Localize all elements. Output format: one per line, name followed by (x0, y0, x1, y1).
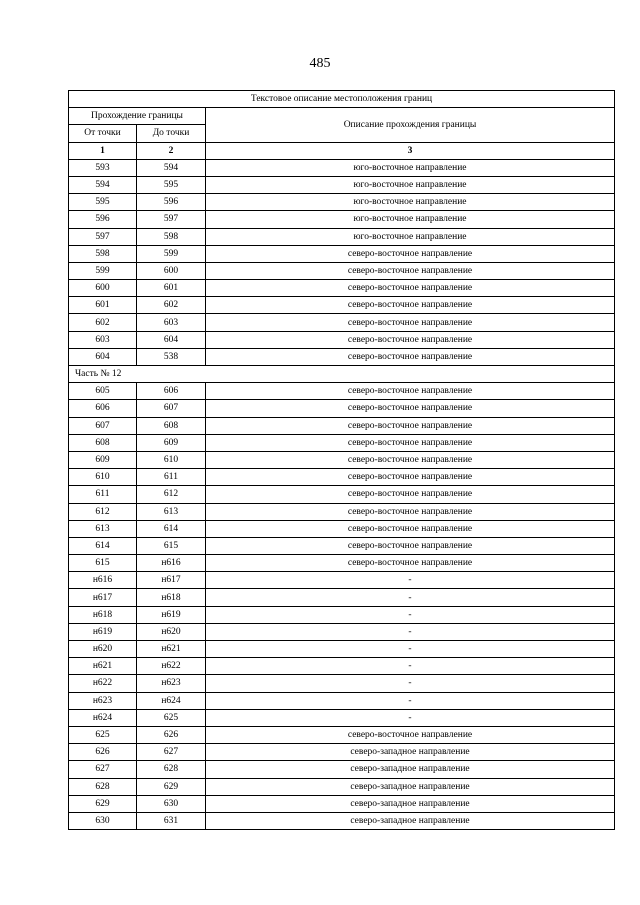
table-row (69, 417, 615, 434)
table-row (69, 641, 615, 658)
to-point-cell: н623 (137, 675, 206, 692)
part-row (69, 366, 615, 383)
to-point-cell: н622 (137, 658, 206, 675)
description-cell: северо-восточное направление (206, 451, 615, 468)
table-row (69, 606, 615, 623)
to-point-cell: 613 (137, 503, 206, 520)
description-cell: юго-восточное направление (206, 211, 615, 228)
description-cell: северо-восточное направление (206, 486, 615, 503)
description-cell: - (206, 675, 615, 692)
to-point-cell: 628 (137, 761, 206, 778)
page-number: 485 (309, 56, 331, 71)
description-cell: - (206, 589, 615, 606)
from-point-cell: н624 (69, 709, 137, 726)
col-header-description: Описание прохождения границы (206, 108, 615, 142)
to-point-cell: 626 (137, 726, 206, 743)
description-cell: северо-восточное направление (206, 400, 615, 417)
from-point-cell: 598 (69, 245, 137, 262)
table-row (69, 469, 615, 486)
description-cell: - (206, 606, 615, 623)
to-point-cell: 599 (137, 245, 206, 262)
column-number-2: 2 (137, 142, 206, 159)
from-point-cell: 603 (69, 331, 137, 348)
table-row (69, 348, 615, 365)
to-point-cell: 538 (137, 348, 206, 365)
to-point-cell: 615 (137, 537, 206, 554)
to-point-cell: 601 (137, 280, 206, 297)
to-point-cell: н616 (137, 555, 206, 572)
description-cell: северо-восточное направление (206, 262, 615, 279)
to-point-cell: 609 (137, 434, 206, 451)
from-point-cell: 596 (69, 211, 137, 228)
to-point-cell: 631 (137, 812, 206, 829)
description-cell: северо-восточное направление (206, 331, 615, 348)
to-point-cell: н621 (137, 641, 206, 658)
to-point-cell: 595 (137, 176, 206, 193)
description-cell: - (206, 641, 615, 658)
from-point-cell: н621 (69, 658, 137, 675)
table-row (69, 383, 615, 400)
to-point-cell: 629 (137, 778, 206, 795)
to-point-cell: н624 (137, 692, 206, 709)
table-row (69, 778, 615, 795)
from-point-cell: 595 (69, 194, 137, 211)
col-header-to: До точки (137, 125, 206, 142)
from-point-cell: 597 (69, 228, 137, 245)
table-row (69, 434, 615, 451)
from-point-cell: 614 (69, 537, 137, 554)
from-point-cell: 601 (69, 297, 137, 314)
table-row (69, 537, 615, 554)
table-row (69, 211, 615, 228)
from-point-cell: н617 (69, 589, 137, 606)
table-row (69, 795, 615, 812)
to-point-cell: 614 (137, 520, 206, 537)
to-point-cell: 604 (137, 331, 206, 348)
column-number-3: 3 (206, 142, 615, 159)
to-point-cell: 627 (137, 744, 206, 761)
description-cell: северо-восточное направление (206, 297, 615, 314)
from-point-cell: 612 (69, 503, 137, 520)
from-point-cell: н622 (69, 675, 137, 692)
table-row (69, 692, 615, 709)
description-cell: - (206, 623, 615, 640)
description-cell: северо-восточное направление (206, 280, 615, 297)
from-point-cell: 611 (69, 486, 137, 503)
from-point-cell: н620 (69, 641, 137, 658)
to-point-cell: 612 (137, 486, 206, 503)
description-cell: северо-восточное направление (206, 348, 615, 365)
table-row (69, 555, 615, 572)
table-row (69, 520, 615, 537)
table-row (69, 159, 615, 176)
table-row (69, 709, 615, 726)
from-point-cell: 608 (69, 434, 137, 451)
from-point-cell: н623 (69, 692, 137, 709)
to-point-cell: 630 (137, 795, 206, 812)
to-point-cell: 610 (137, 451, 206, 468)
table-row (69, 572, 615, 589)
from-point-cell: 625 (69, 726, 137, 743)
from-point-cell: 599 (69, 262, 137, 279)
table-row (69, 331, 615, 348)
from-point-cell: 602 (69, 314, 137, 331)
table-title: Текстовое описание местоположения границ (69, 91, 615, 108)
table-row (69, 658, 615, 675)
to-point-cell: 608 (137, 417, 206, 434)
description-cell: северо-западное направление (206, 778, 615, 795)
table-row (69, 400, 615, 417)
description-cell: северо-восточное направление (206, 537, 615, 554)
to-point-cell: н618 (137, 589, 206, 606)
from-point-cell: 604 (69, 348, 137, 365)
description-cell: юго-восточное направление (206, 194, 615, 211)
table-row (69, 314, 615, 331)
table-row (69, 812, 615, 829)
from-point-cell: 609 (69, 451, 137, 468)
table-row (69, 486, 615, 503)
from-point-cell: 627 (69, 761, 137, 778)
table-row (69, 503, 615, 520)
table-row (69, 675, 615, 692)
from-point-cell: н619 (69, 623, 137, 640)
table-row (69, 194, 615, 211)
from-point-cell: 615 (69, 555, 137, 572)
description-cell: северо-восточное направление (206, 314, 615, 331)
column-number-1: 1 (69, 142, 137, 159)
from-point-cell: 600 (69, 280, 137, 297)
to-point-cell: 611 (137, 469, 206, 486)
table-row (69, 297, 615, 314)
to-point-cell: 602 (137, 297, 206, 314)
description-cell: северо-восточное направление (206, 503, 615, 520)
description-cell: северо-западное направление (206, 744, 615, 761)
description-cell: юго-восточное направление (206, 159, 615, 176)
table-row (69, 176, 615, 193)
to-point-cell: 600 (137, 262, 206, 279)
from-point-cell: 613 (69, 520, 137, 537)
to-point-cell: 625 (137, 709, 206, 726)
description-cell: северо-восточное направление (206, 520, 615, 537)
description-cell: северо-восточное направление (206, 417, 615, 434)
table-row (69, 761, 615, 778)
from-point-cell: 606 (69, 400, 137, 417)
table-row (69, 245, 615, 262)
table-row (69, 623, 615, 640)
col-header-from: От точки (69, 125, 137, 142)
to-point-cell: 607 (137, 400, 206, 417)
from-point-cell: н618 (69, 606, 137, 623)
description-cell: - (206, 572, 615, 589)
to-point-cell: 598 (137, 228, 206, 245)
table-row (69, 280, 615, 297)
to-point-cell: 606 (137, 383, 206, 400)
table-row (69, 744, 615, 761)
from-point-cell: 593 (69, 159, 137, 176)
from-point-cell: 594 (69, 176, 137, 193)
group-header: Прохождение границы (69, 108, 206, 125)
from-point-cell: 610 (69, 469, 137, 486)
description-cell: северо-западное направление (206, 812, 615, 829)
table-row (69, 589, 615, 606)
boundary-table (68, 90, 615, 830)
description-cell: - (206, 692, 615, 709)
description-cell: северо-восточное направление (206, 245, 615, 262)
description-cell: юго-восточное направление (206, 228, 615, 245)
from-point-cell: 629 (69, 795, 137, 812)
description-cell: юго-восточное направление (206, 176, 615, 193)
description-cell: - (206, 709, 615, 726)
to-point-cell: 597 (137, 211, 206, 228)
to-point-cell: н620 (137, 623, 206, 640)
description-cell: северо-западное направление (206, 761, 615, 778)
to-point-cell: 603 (137, 314, 206, 331)
description-cell: северо-восточное направление (206, 434, 615, 451)
description-cell: - (206, 658, 615, 675)
description-cell: северо-восточное направление (206, 555, 615, 572)
to-point-cell: н619 (137, 606, 206, 623)
from-point-cell: 607 (69, 417, 137, 434)
to-point-cell: 594 (137, 159, 206, 176)
description-cell: северо-восточное направление (206, 383, 615, 400)
to-point-cell: н617 (137, 572, 206, 589)
to-point-cell: 596 (137, 194, 206, 211)
from-point-cell: н616 (69, 572, 137, 589)
part-row-filler (206, 366, 615, 383)
from-point-cell: 628 (69, 778, 137, 795)
description-cell: северо-восточное направление (206, 726, 615, 743)
description-cell: северо-восточное направление (206, 469, 615, 486)
from-point-cell: 605 (69, 383, 137, 400)
from-point-cell: 630 (69, 812, 137, 829)
description-cell: северо-западное направление (206, 795, 615, 812)
table-row (69, 262, 615, 279)
part-label: Часть № 12 (69, 366, 206, 383)
table-row (69, 228, 615, 245)
table-row (69, 451, 615, 468)
table-row (69, 726, 615, 743)
table-body (69, 159, 615, 829)
from-point-cell: 626 (69, 744, 137, 761)
